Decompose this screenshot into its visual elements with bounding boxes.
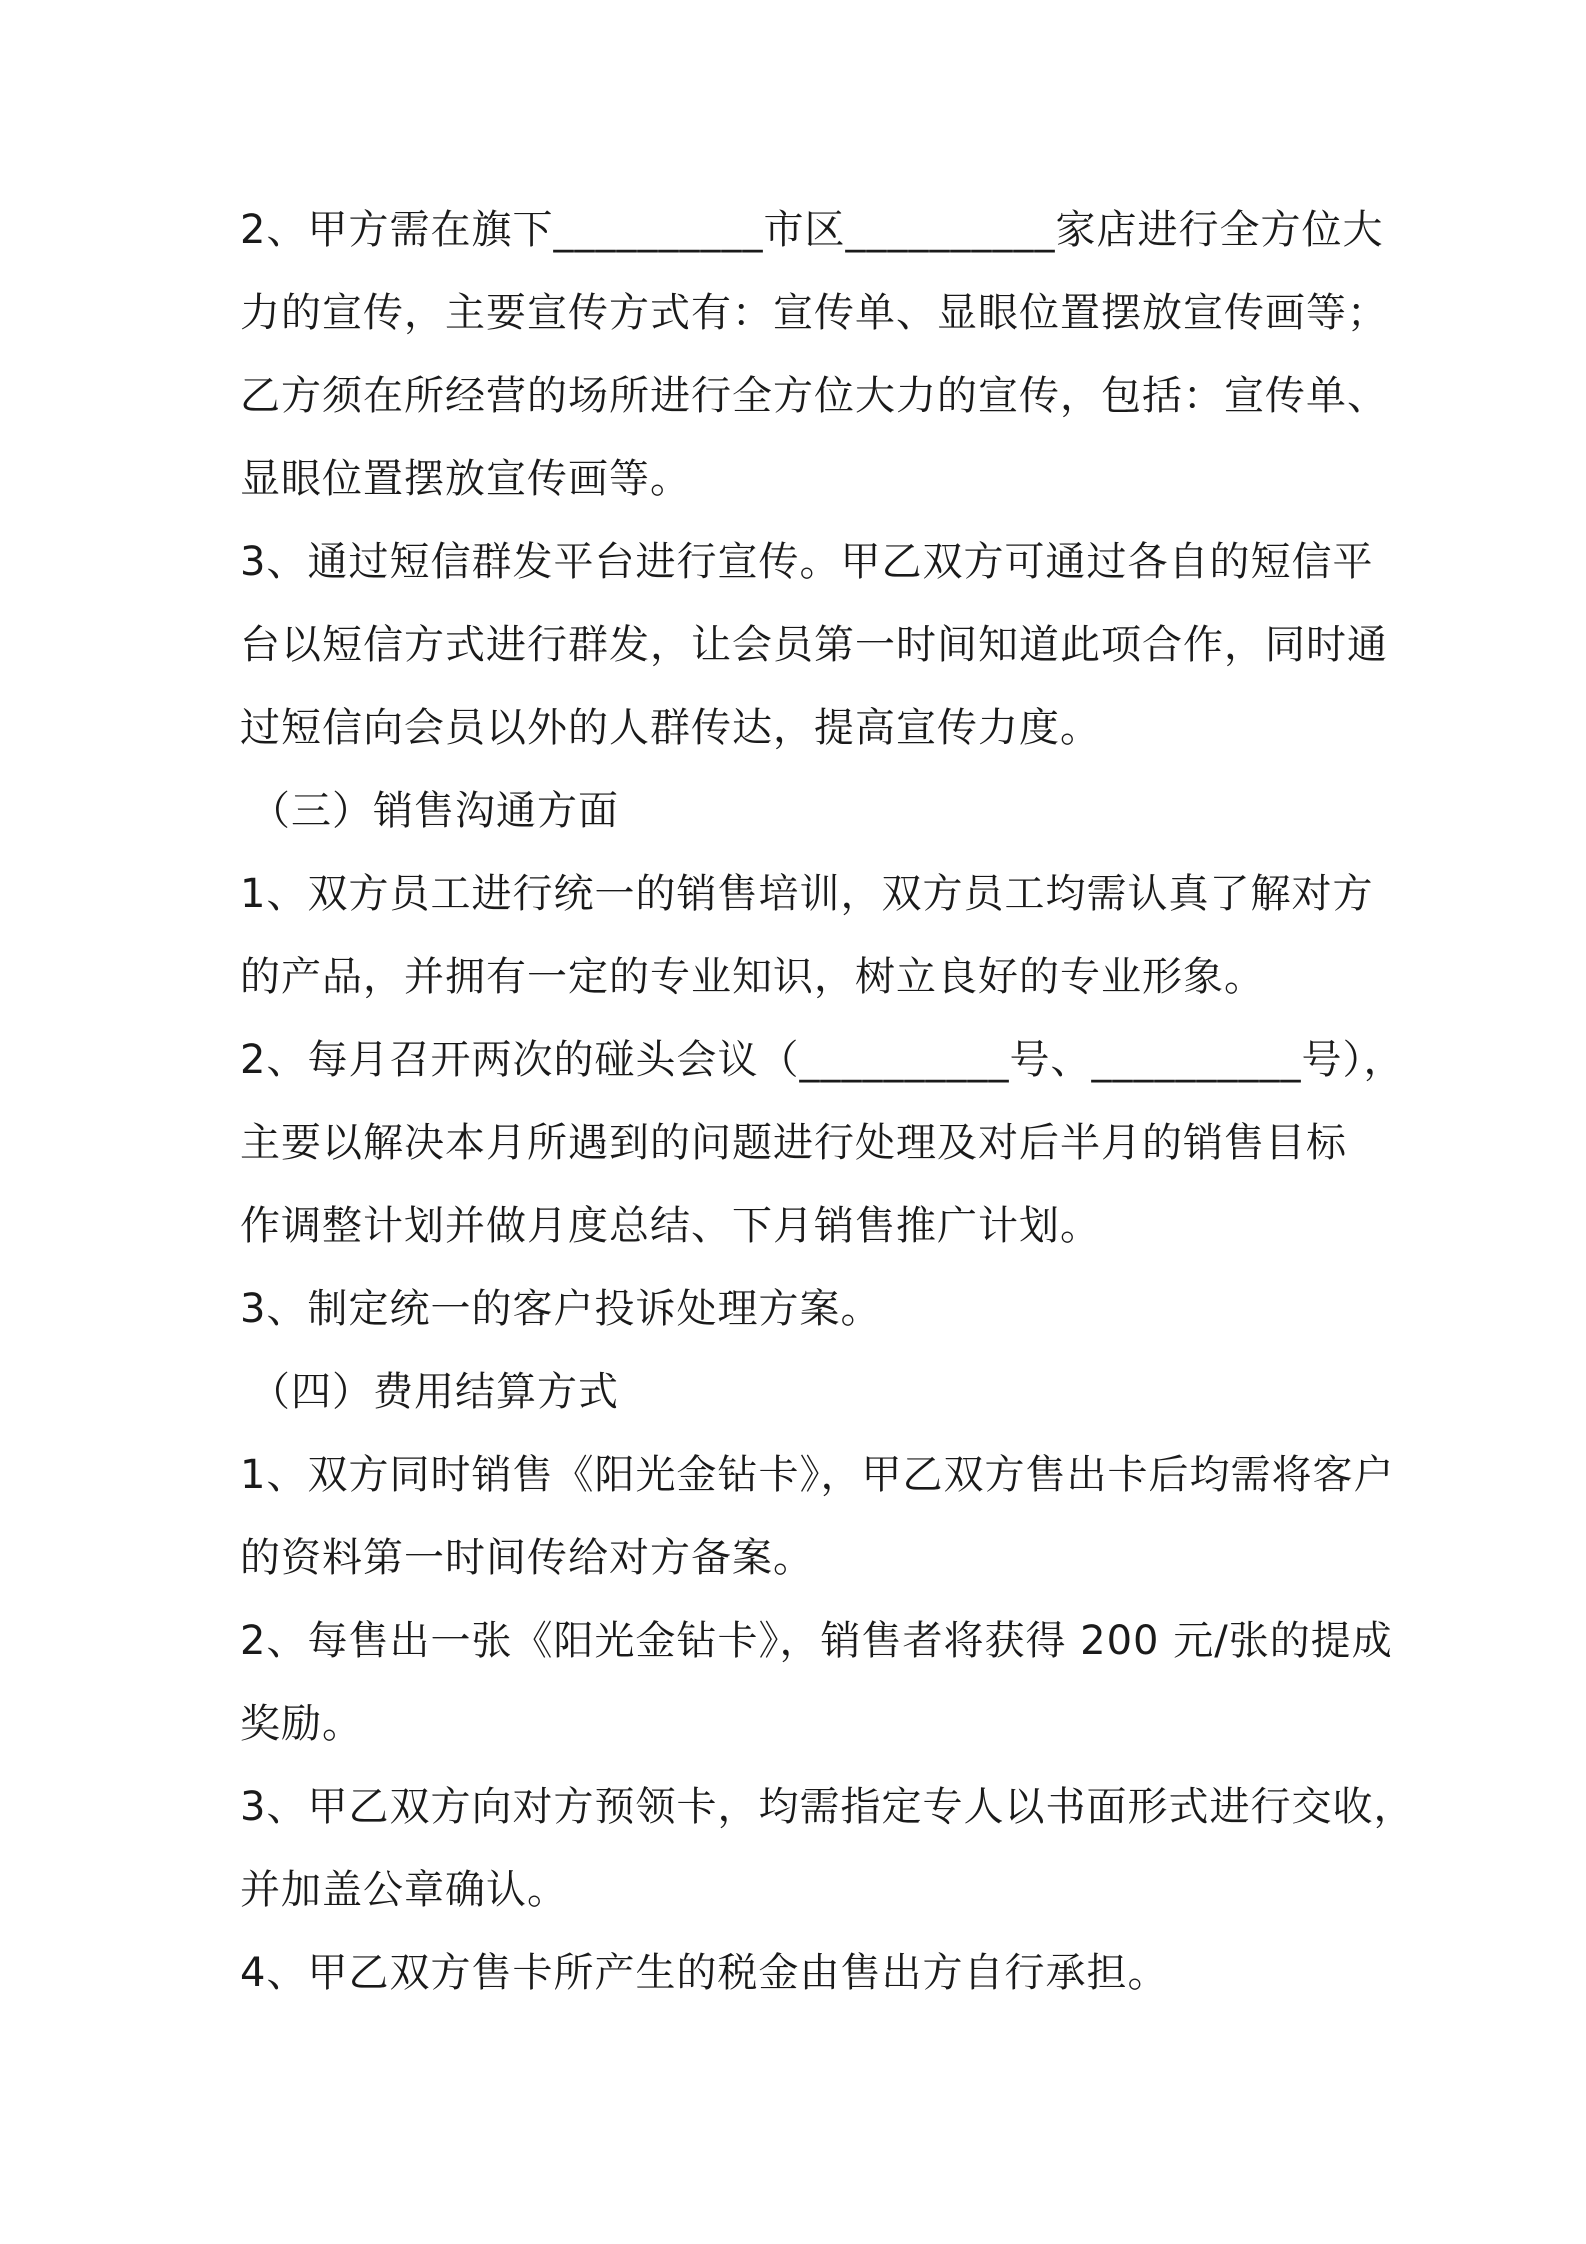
paragraph-line: 3、制定统一的客户投诉处理方案。	[240, 1286, 882, 1332]
paragraph-line: 主要以解决本月所遇到的问题进行处理及对后半月的销售目标	[240, 1120, 1347, 1166]
paragraph-line: 乙方须在所经营的场所进行全方位大力的宣传，包括：宣传单、	[240, 373, 1388, 419]
paragraph-line: 的产品，并拥有一定的专业知识，树立良好的专业形象。	[240, 954, 1265, 1000]
section-heading: （三）销售沟通方面	[250, 788, 619, 834]
paragraph-line: 作调整计划并做月度总结、下月销售推广计划。	[240, 1203, 1101, 1249]
paragraph-line: 力的宣传，主要宣传方式有：宣传单、显眼位置摆放宣传画等；	[240, 290, 1388, 336]
paragraph-line: 1、双方员工进行统一的销售培训，双方员工均需认真了解对方	[240, 871, 1374, 917]
paragraph-line: 并加盖公章确认。	[240, 1867, 568, 1913]
paragraph-line: 3、通过短信群发平台进行宣传。甲乙双方可通过各自的短信平	[240, 539, 1374, 585]
section-heading: （四）费用结算方式	[250, 1369, 619, 1415]
paragraph-line: 台以短信方式进行群发，让会员第一时间知道此项合作，同时通	[240, 622, 1388, 668]
paragraph-line: 4、甲乙双方售卡所产生的税金由售出方自行承担。	[240, 1950, 1169, 1996]
paragraph-line: 2、甲方需在旗下__________市区__________家店进行全方位大	[240, 207, 1384, 253]
paragraph-line: 1、双方同时销售《阳光金钻卡》，甲乙双方售出卡后均需将客户	[240, 1452, 1395, 1498]
paragraph-line: 显眼位置摆放宣传画等。	[240, 456, 691, 502]
paragraph-line: 2、每售出一张《阳光金钻卡》，销售者将获得 200 元/张的提成	[240, 1618, 1393, 1664]
paragraph-line: 2、每月召开两次的碰头会议（__________号、__________号），	[240, 1037, 1405, 1083]
paragraph-line: 的资料第一时间传给对方备案。	[240, 1535, 814, 1581]
paragraph-line: 过短信向会员以外的人群传达，提高宣传力度。	[240, 705, 1101, 751]
paragraph-line: 3、甲乙双方向对方预领卡，均需指定专人以书面形式进行交收，	[240, 1784, 1415, 1830]
paragraph-line: 奖励。	[240, 1701, 363, 1747]
